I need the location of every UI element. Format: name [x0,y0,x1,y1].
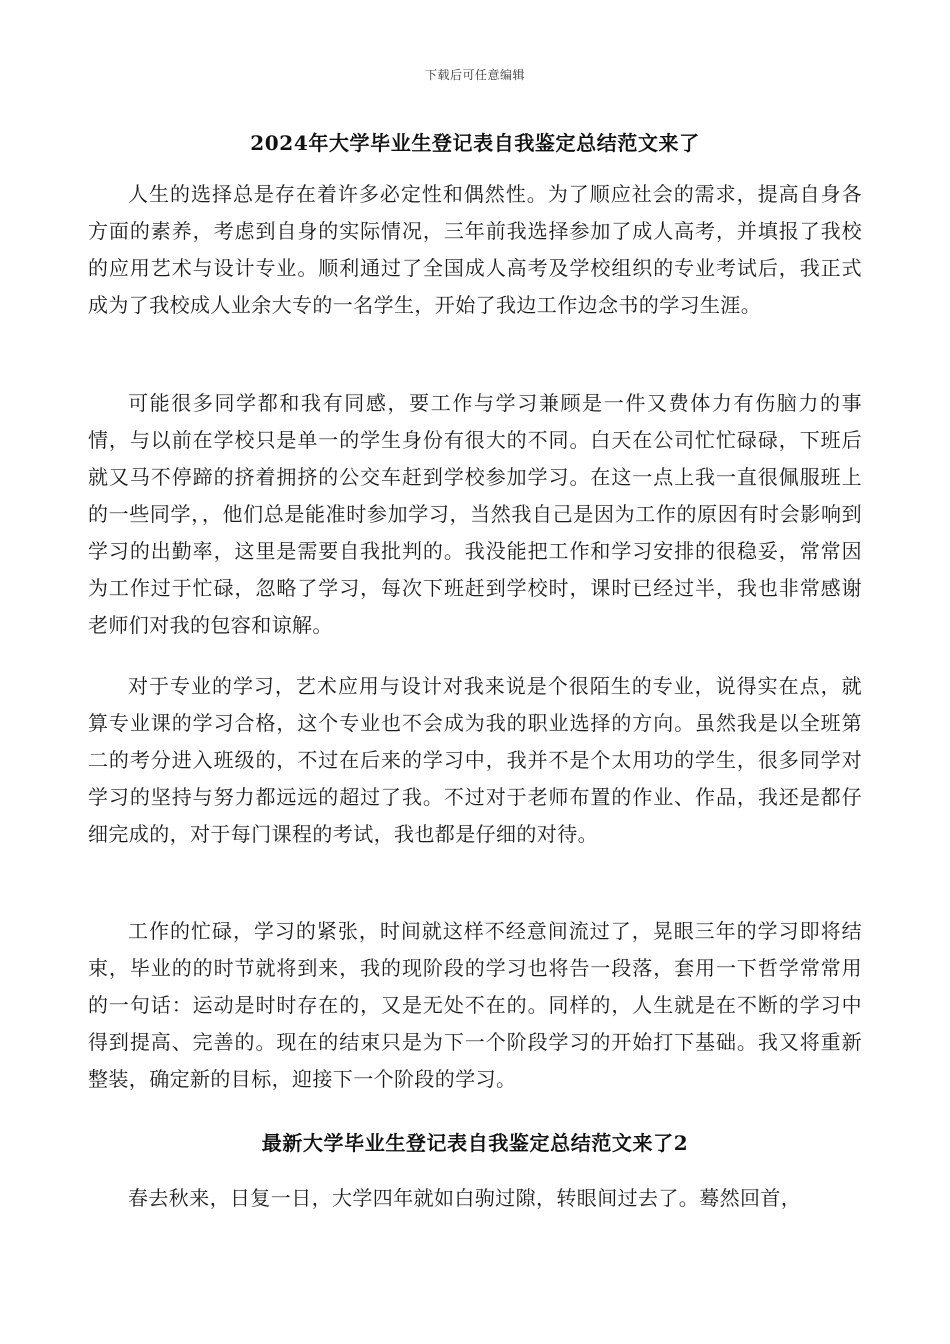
paragraph: 春去秋来，日复一日，大学四年就如白驹过隙，转眼间过去了。蓦然回首， [128,1186,802,1210]
paragraph: 对于专业的学习，艺术应用与设计对我来说是个很陌生的专业，说得实在点，就算专业课的学习合格，这个专业也不会成为我的职业选择的方向。虽然我是以全班第二的考分进入班级的，不过在后来的学习中，我并不是个太用功的学生，很多同学对学习的坚持与努力都远远的超过了我。不过对于老师布置的作业、作品，我还是都仔细完成的，对于每门课程的考试，我也都是仔细的对待。 [88,674,862,846]
paragraph: 工作的忙碌，学习的紧张，时间就这样不经意间流过了，晃眼三年的学习即将结束，毕业的的时节就将到来，我的现阶段的学习也将告一段落，套用一下哲学常常用的一句话：运动是时时存在的，又是无处不在的。同样的，人生就是在不断的学习中得到提高、完善的。现在的结束只是为下一个阶段学习的开始打下基础。我又将重新整装，确定新的目标，迎接下一个阶段的学习。 [88,919,862,1091]
paragraph: 可能很多同学都和我有同感，要工作与学习兼顾是一件又费体力有伤脑力的事情，与以前在学校只是单一的学生身份有很大的不同。白天在公司忙忙碌碌，下班后就又马不停蹄的挤着拥挤的公交车赶到学校参加学习。在这一点上我一直很佩服班上的一些同学，，他们总是能准时参加学习，当然我自己是因为工作的原因有时会影响到学习的出勤率，这里是需要自我批判的。我没能把工作和学习安排的很稳妥，常常因为工作过于忙碌，忽略了学习，每次下班赶到学校时，课时已经过半，我也非常感谢老师们对我的包容和谅解。 [88,391,862,637]
header-note: 下载后可任意编辑 [424,68,525,82]
paragraph: 人生的选择总是存在着许多必定性和偶然性。为了顺应社会的需求，提高自身各方面的素养，考虑到自身的实际情况，三年前我选择参加了成人高考，并填报了我校的应用艺术与设计专业。顺利通过了全国成人高考及学校组织的专业考试后，我正式成为了我校成人业余大专的一名学生，开始了我边工作边念书的学习生涯。 [88,182,862,317]
document-title: 2024年大学毕业生登记表自我鉴定总结范文来了 [250,131,700,155]
section-title: 最新大学毕业生登记表自我鉴定总结范文来了2 [261,1131,689,1155]
